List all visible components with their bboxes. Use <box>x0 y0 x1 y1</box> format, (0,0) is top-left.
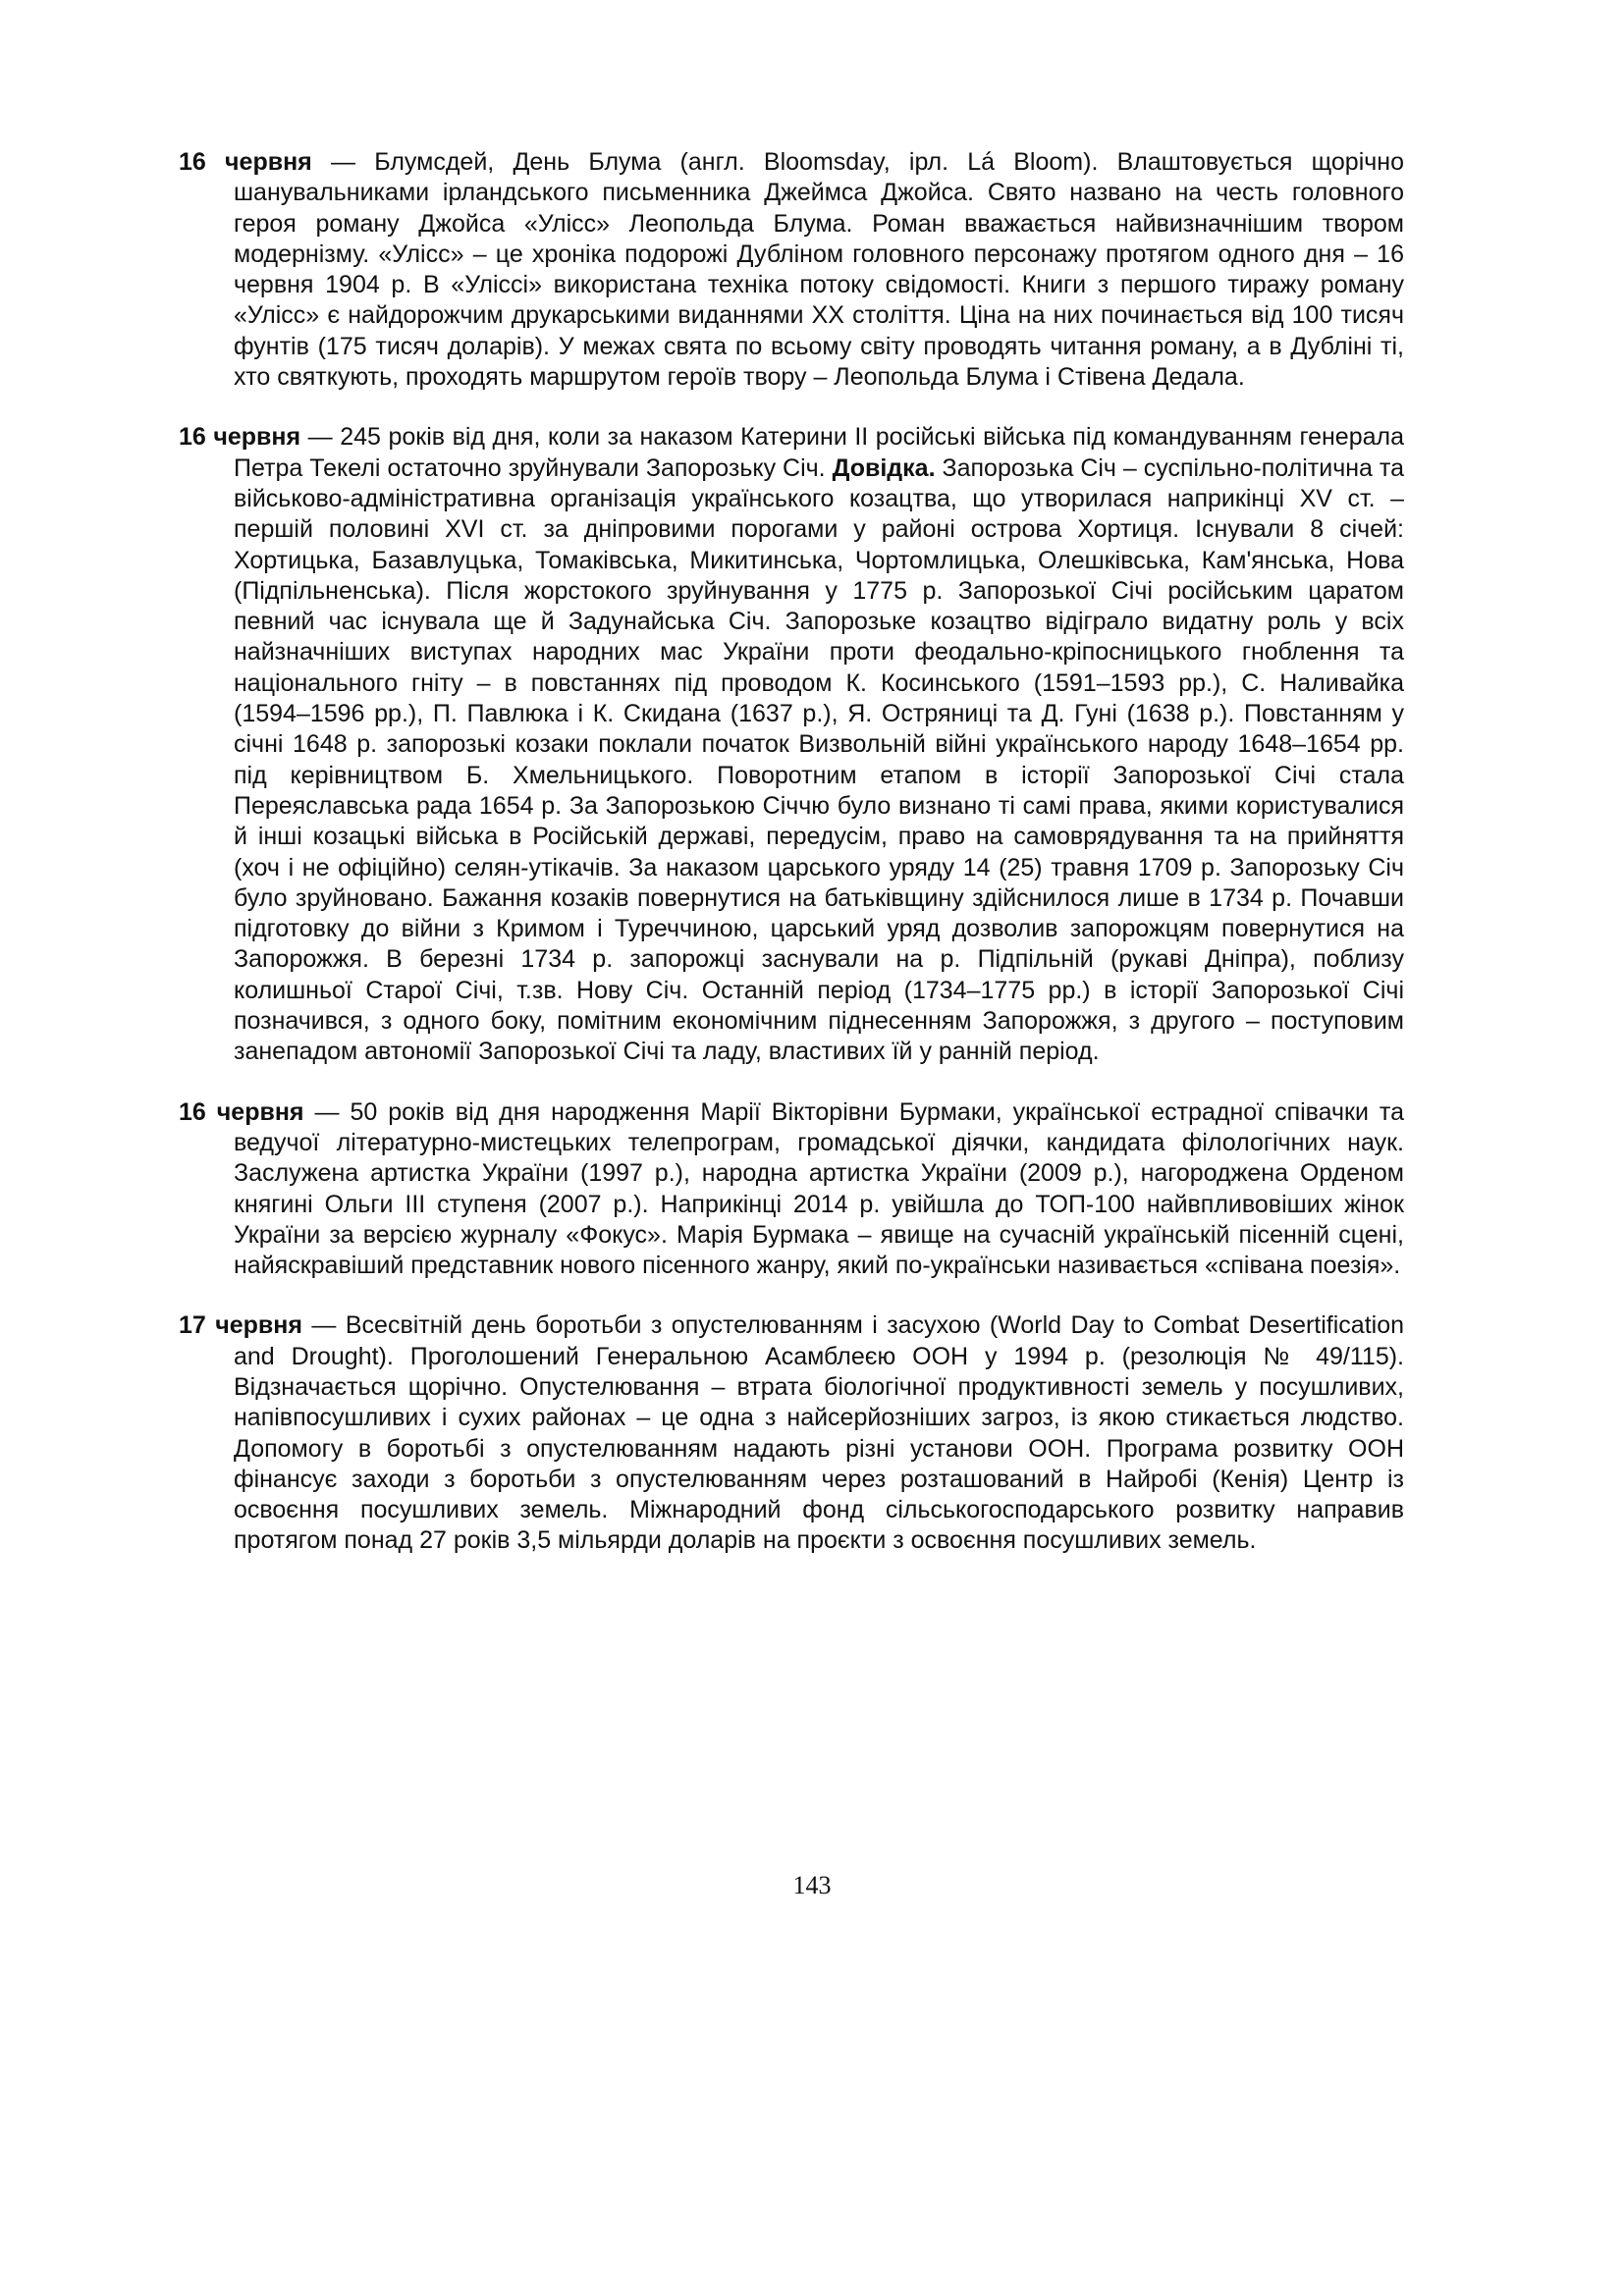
entry-date: 16 червня <box>179 1097 304 1126</box>
entry-text: — 245 років від дня, коли за наказом Катерини ІІ російські війська під командуванням генерала Петра Текелі остаточно зруйнували Запорозьку Січ. <box>234 423 1404 482</box>
entry-zaporozhian-sich <box>179 422 1404 1067</box>
entry-date: 16 червня <box>179 148 312 176</box>
entry-text-continued: Запорозька Січ – суспільно-політична та військово-адміністративна організація українського козацтва, що утворилася наприкінці XV ст. – першій половині XVI ст. за дніпровими порогами у районі острова Хортиця. Існували 8 січей: Хортицька, Базавлуцька, Томаківська, Микитинська, Чортомлицька, Олешківська, Кам'янська, Нова (Підпільненська). Після жорстокого зруйнування у 1775 р. Запорозької Січі російським царатом певний час існувала ще й Задунайська Січ. Запорозьке козацтво відіграло видатну роль у всіх найзначніших виступах народних мас України проти феодально-кріпосницького гноблення та національного гніту – в повстаннях під проводом К. Косинського (1591–1593 рр.), С. Наливайка (1594–1596 рр.), П. Павлюка і К. Скидана (1637 р.), Я. Остряниці та Д. Гуні (1638 р.). Повстанням у січні 1648 р. запорозькі козаки поклали початок Визвольній війні українського народу 1648–1654 рр. під керівництвом Б. Хмельницького. Поворотним етапом в історії Запорозької Січі стала Переяславська рада 1654 р. За Запорозькою Січчю було визнано ті самі права, якими користувалися й інші козацькі війська в Російській державі, передусім, право на самоврядування та на прийняття (хоч і не офіційно) селян-утікачів. За наказом царського уряду 14 (25) травня 1709 р. Запорозьку Січ було зруйновано. Бажання козаків повернутися на батьківщину здійснилося лише в 1734 р. Почавши підготовку до війни з Кримом і Туреччиною, царський уряд дозволив запорожцям повернутися на Запорожжя. В березні 1734 р. запорожці заснували на р. Підпільній (рукаві Дніпра), поблизу колишньої Старої Січі, т.зв. Нову Січ. Останній період (1734–1775 рр.) в історії Запорозької Січі позначився, з одного боку, помітним економічним піднесенням Запорожжя, з другого – поступовим занепадом автономії Запорозької Січі та ладу, властивих їй у ранній період. <box>234 454 1404 1066</box>
page-number: 143 <box>792 1871 832 1899</box>
entry-text: — Блумсдей, День Блума (англ. Bloomsday, ірл. Lá Bloom). Влаштовується щорічно шанувальниками ірландського письменника Джеймса Джойса. Свято названо на честь головного героя роману Джойса «Улісс» Леопольда Блума. Роман вважається найвизначнішим твором модернізму. «Улісс» – це хроніка подорожі Дубліном головного персонажу протягом одного дня – 16 червня 1904 р. В «Уліссі» використана техніка потоку свідомості. Книги з першого тиражу роману «Улісс» є найдорожчим друкарськими виданнями ХХ століття. Ціна на них починається від 100 тисяч фунтів (175 тисяч доларів). У межах свята по всьому світу проводять читання роману, а в Дубліні ті, хто святкують, проходять маршрутом героїв твору – Леопольда Блума і Стівена Дедала. <box>234 148 1405 392</box>
entry-date: 16 червня <box>179 423 301 452</box>
entry-burmaka <box>179 1097 1404 1282</box>
entry-desertification-day <box>179 1310 1404 1556</box>
reference-label: Довідка. <box>832 454 936 482</box>
entry-text: — 50 років від дня народження Марії Вікторівни Бурмаки, української естрадної співачки та ведучої літературно-мистецьких телепрограм, громадської діячки, кандидата філологічних наук. Заслужена артистка України (1997 р.), народна артистка України (2009 р.), нагороджена Орденом княгині Ольги ІІІ ступеня (2007 р.). Наприкінці 2014 р. увійшла до ТОП-100 найвпливовіших жінок України за версією журналу «Фокус». Марія Бурмака – явище на сучасній українській пісенній сцені, найяскравіший представник нового пісенного жанру, який по-українськи називається «співана поезія». <box>234 1097 1404 1280</box>
entry-text: — Всесвітній день боротьби з опустелюванням і засухою (World Day to Combat Desertification and Drought). Проголошений Генеральною Асамблеєю ООН у 1994 р. (резолюція № 49/115). Відзначається щорічно. Опустелювання – втрата біологічної продуктивності земель у посушливих, напівпосушливих і сухих районах – це одна з найсерйозніших загроз, із якою стикається людство. Допомогу в боротьбі з опустелюванням надають різні установи ООН. Програма розвитку ООН фінансує заходи з боротьби з опустелюванням через розташований в Найробі (Кенія) Центр із освоєння посушливих земель. Міжнародний фонд сільськогосподарського розвитку направив протягом понад 27 років 3,5 мільярди доларів на проєкти з освоєння посушливих земель. <box>234 1311 1405 1555</box>
entry-date: 17 червня <box>179 1311 302 1340</box>
page-content <box>179 147 1404 1586</box>
entry-bloomsday <box>179 147 1404 393</box>
